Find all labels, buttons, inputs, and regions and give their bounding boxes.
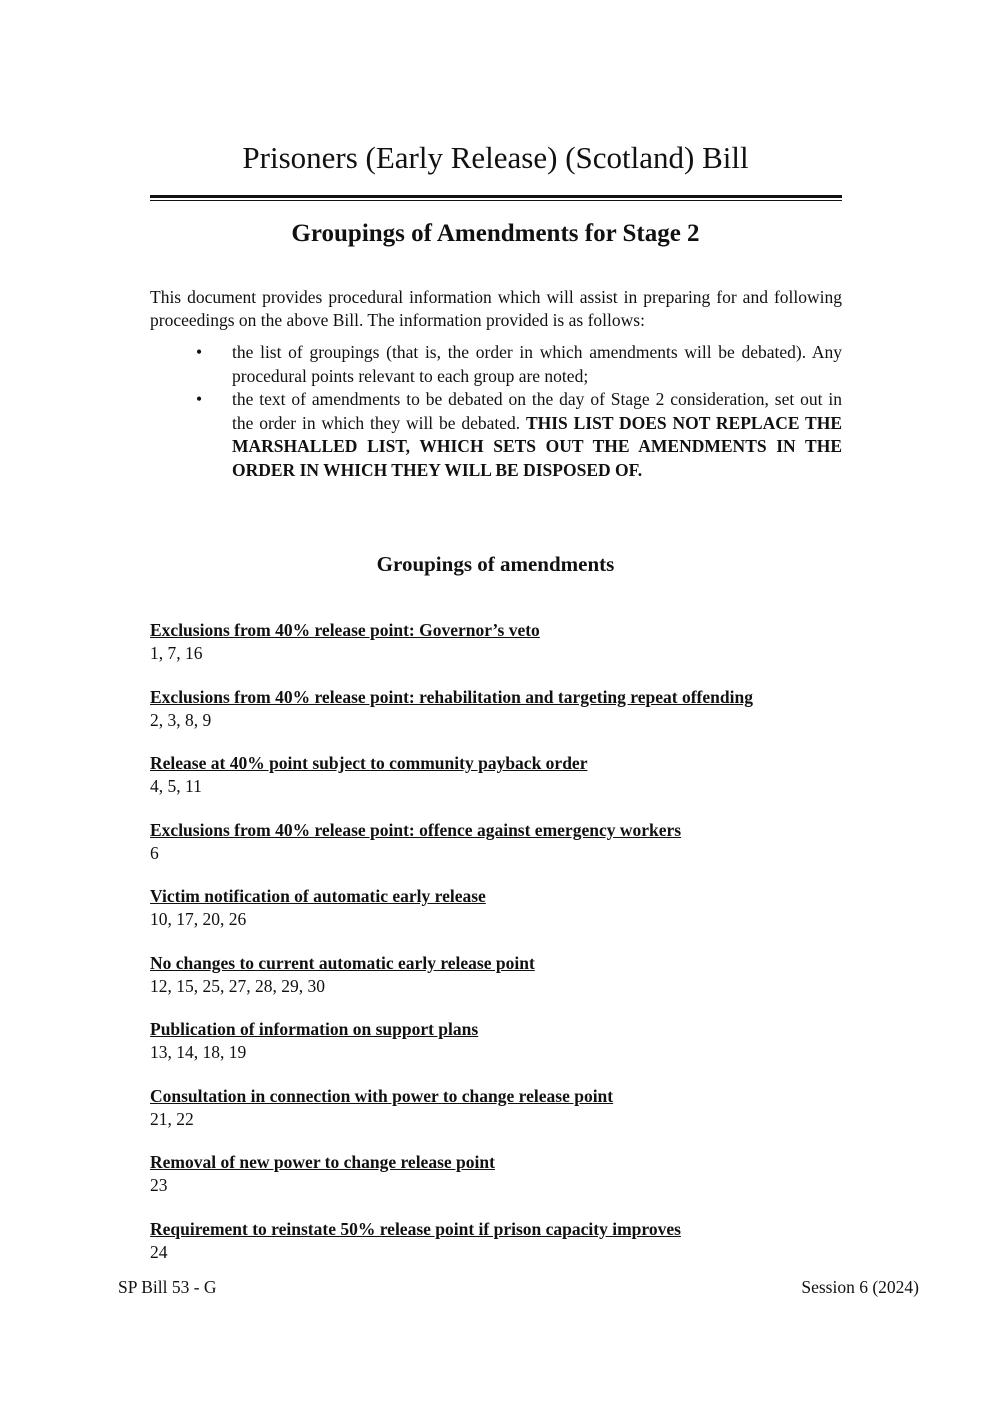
bullet-icon: • [196, 389, 203, 409]
group-title: Requirement to reinstate 50% release point if prison capacity improves [150, 1218, 681, 1239]
group-amendment-numbers: 4, 5, 11 [150, 776, 202, 796]
group-item [150, 752, 850, 819]
divider-thick-line [150, 195, 842, 198]
group-amendment-numbers: 1, 7, 16 [150, 643, 203, 663]
group-amendment-numbers: 24 [150, 1241, 168, 1262]
group-title: Consultation in connection with power to change release point [150, 1085, 614, 1106]
group-item [150, 1018, 850, 1085]
group-amendment-numbers: 12, 15, 25, 27, 28, 29, 30 [150, 975, 325, 996]
footer-session: Session 6 (2024) [801, 1277, 919, 1297]
page-title: Prisoners (Early Release) (Scotland) Bill [242, 140, 749, 175]
bullet-bold-notice: THIS LIST DOES NOT REPLACE THE MARSHALLED LIST, WHICH SETS OUT THE AMENDMENTS IN THE ORDER IN WHICH THEY WILL BE DISPOSED OF. [232, 412, 843, 480]
group-item [150, 1151, 850, 1218]
group-title: Release at 40% point subject to community payback order [150, 753, 588, 773]
group-amendment-numbers: 2, 3, 8, 9 [150, 709, 212, 730]
bullet-icon: • [196, 342, 203, 362]
group-amendment-numbers: 10, 17, 20, 26 [150, 909, 247, 929]
footer-bill-reference: SP Bill 53 - G [118, 1277, 217, 1297]
group-item [150, 1218, 850, 1285]
group-item [150, 885, 850, 952]
bullet-text: the text of amendments to be debated on the day of Stage 2 consideration, set out in the order in which they will be debated. [232, 389, 842, 433]
group-item [150, 1085, 850, 1152]
group-title: Exclusions from 40% release point: rehabilitation and targeting repeat offending [150, 686, 753, 707]
group-title: Victim notification of automatic early release [150, 886, 486, 906]
group-amendment-numbers: 13, 14, 18, 19 [150, 1042, 247, 1062]
divider-thin-line [150, 200, 842, 201]
group-item [150, 619, 850, 686]
document-subtitle: Groupings of Amendments for Stage 2 [291, 220, 700, 247]
group-amendment-numbers: 6 [150, 842, 159, 863]
group-title: Publication of information on support plans [150, 1019, 479, 1039]
group-item [150, 686, 850, 753]
group-amendment-numbers: 21, 22 [150, 1108, 194, 1129]
group-item [150, 819, 850, 886]
group-title: Exclusions from 40% release point: offence against emergency workers [150, 819, 682, 840]
section-heading-groupings: Groupings of amendments [376, 552, 615, 576]
intro-paragraph: This document provides procedural information which will assist in preparing for and following proceedings on the above Bill. The information provided is as follows: [150, 287, 842, 330]
bullet-text: the list of groupings (that is, the order in which amendments will be debated). Any procedural points relevant to each group are noted; [232, 342, 842, 386]
info-bullet-list [150, 341, 842, 482]
bullet-item-amendments-text [150, 388, 842, 482]
group-title: Removal of new power to change release point [150, 1152, 495, 1172]
group-title: No changes to current automatic early release point [150, 952, 535, 973]
group-amendment-numbers: 23 [150, 1175, 168, 1195]
group-item [150, 952, 850, 1019]
title-divider [150, 195, 842, 202]
group-title: Exclusions from 40% release point: Governor’s veto [150, 620, 540, 640]
groupings-list [150, 619, 850, 1284]
bullet-item-groupings-list [150, 341, 842, 388]
